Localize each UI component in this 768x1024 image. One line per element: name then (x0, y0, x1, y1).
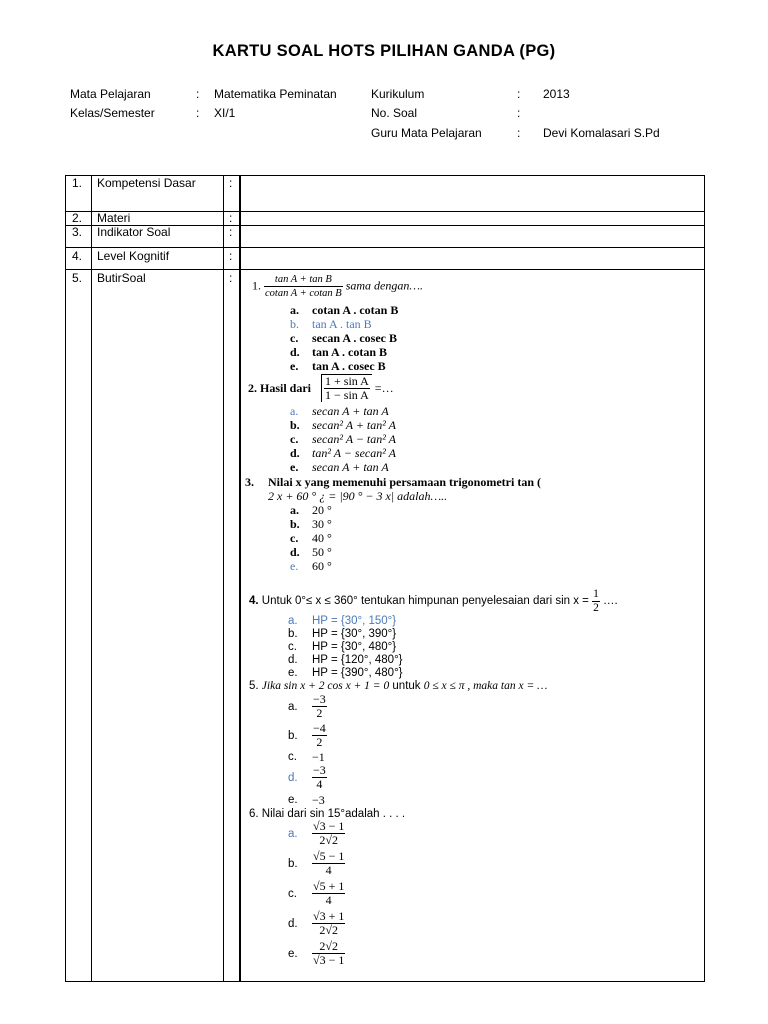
option-text: HP = {120°, 480°} (312, 654, 403, 666)
question-number: 1. (252, 278, 261, 293)
question-tail: …. (603, 595, 618, 607)
option-text: secan A + tan A (312, 404, 389, 418)
option-letter: d. (288, 918, 298, 930)
option-text-correct: HP = {30°, 150°} (312, 615, 397, 627)
row-number: 5. (72, 271, 83, 285)
option-fraction (312, 850, 345, 877)
option-letter: c. (290, 432, 299, 446)
row-divider (66, 269, 704, 270)
guru-label: Guru Mata Pelajaran (371, 126, 482, 140)
row-label-materi: Materi (97, 211, 131, 225)
fraction-denominator: 4 (312, 863, 345, 877)
fraction (264, 273, 343, 300)
option-letter: d. (290, 545, 300, 559)
fraction-numerator: √5 + 1 (313, 879, 345, 893)
question-number: 4. (249, 595, 259, 607)
option-letter: b. (290, 418, 300, 432)
kelas-label: Kelas/Semester (70, 106, 155, 120)
page-title: KARTU SOAL HOTS PILIHAN GANDA (PG) (212, 42, 556, 60)
row-number: 2. (72, 211, 83, 225)
row-label-indikator-soal: Indikator Soal (97, 225, 171, 239)
fraction-denominator: 2√2 (312, 833, 345, 847)
option-text: HP = {30°, 480°} (312, 641, 397, 653)
fraction-denominator: 2 (312, 706, 327, 720)
row-colon: : (229, 211, 233, 225)
guru-colon: : (517, 126, 521, 140)
column-divider (91, 176, 92, 981)
option-fraction (312, 820, 345, 847)
fraction-numerator: −3 (313, 763, 326, 777)
row-colon: : (229, 225, 233, 239)
fraction-numerator: tan A + tan B (274, 274, 332, 285)
row-label-kompetensi-dasar: Kompetensi Dasar (97, 176, 196, 190)
option-text: secan² A − tan² A (312, 432, 396, 446)
row-number: 4. (72, 249, 83, 263)
option-letter-correct: e. (290, 559, 299, 573)
fraction-denominator: √3 − 1 (313, 953, 345, 967)
option-letter: d. (290, 345, 300, 359)
nosoal-colon: : (517, 106, 521, 120)
option-text: 20 ° (312, 503, 332, 517)
row-divider (66, 247, 704, 248)
fraction-denominator: 2√2 (312, 923, 345, 937)
option-fraction (312, 764, 327, 791)
option-letter: a. (290, 303, 299, 317)
kurikulum-label: Kurikulum (371, 87, 425, 101)
square-root (314, 374, 372, 402)
option-text: tan A . cosec B (312, 359, 386, 373)
option-text: 60 ° (312, 559, 332, 573)
kurikulum-colon: : (517, 87, 521, 101)
option-letter: d. (290, 446, 300, 460)
question-text-line2: 2 x + 60 ° ¿ = |90 ° − 3 x| adalah….. (268, 489, 448, 503)
option-letter-correct: a. (288, 615, 298, 627)
option-text: tan² A − secan² A (312, 446, 396, 460)
option-letter: e. (290, 460, 299, 474)
option-letter: c. (290, 531, 299, 545)
mapel-label: Mata Pelajaran (70, 87, 151, 101)
fraction (324, 375, 370, 402)
column-divider (240, 176, 241, 981)
fraction-denominator: 2 (312, 735, 327, 749)
option-letter: e. (290, 359, 299, 373)
option-text: 50 ° (312, 545, 332, 559)
fraction-numerator: 1 (593, 588, 599, 600)
option-text: cotan A . cotan B (312, 303, 399, 317)
fraction-numerator: −3 (313, 692, 326, 706)
fraction-numerator: 1 + sin A (325, 374, 369, 388)
question-lead: 2. Hasil dari (248, 381, 312, 395)
mapel-value: Matematika Peminatan (214, 87, 337, 101)
fraction-numerator: √3 + 1 (313, 909, 345, 923)
fraction (592, 588, 600, 615)
option-letter: e. (288, 794, 298, 806)
column-divider (223, 176, 224, 981)
option-fraction (312, 940, 345, 967)
fraction-denominator: 2 (593, 602, 599, 614)
option-text: HP = {30°, 390°} (312, 628, 397, 640)
mapel-colon: : (196, 87, 200, 101)
option-letter: b. (288, 628, 298, 640)
option-text: −1 (312, 750, 325, 764)
fraction-denominator: 1 − sin A (325, 388, 369, 402)
fraction-numerator: √3 − 1 (313, 819, 345, 833)
fraction-denominator: 4 (312, 893, 345, 907)
question-text: Nilai dari sin 15°adalah . . . . (261, 808, 406, 820)
option-letter-correct: d. (288, 772, 298, 784)
row-label-butir-soal: ButirSoal (97, 271, 146, 285)
row-number: 3. (72, 225, 83, 239)
question-number: 5. (249, 680, 259, 692)
option-text: secan² A + tan² A (312, 418, 396, 432)
row-colon: : (229, 271, 233, 285)
option-text: tan A . cotan B (312, 345, 388, 359)
option-text-correct: tan A . tan B (312, 317, 372, 331)
option-letter-correct: a. (288, 828, 298, 840)
question-text: untuk (392, 680, 421, 692)
option-letter: b. (288, 730, 298, 742)
option-letter: a. (290, 503, 299, 517)
fraction-numerator: −4 (313, 721, 326, 735)
nosoal-label: No. Soal (371, 106, 418, 120)
row-label-level-kognitif: Level Kognitif (97, 249, 170, 263)
fraction-numerator: 2√2 (319, 939, 338, 953)
option-letter: c. (290, 331, 299, 345)
row-colon: : (229, 176, 233, 190)
question-tail: sama dengan…. (345, 278, 424, 293)
option-letter: e. (288, 667, 298, 679)
option-fraction (312, 910, 345, 937)
option-text: secan A . cosec B (312, 331, 397, 345)
row-number: 1. (72, 176, 83, 190)
kelas-colon: : (196, 106, 200, 120)
option-letter-correct: b. (290, 317, 299, 331)
option-letter: d. (288, 654, 298, 666)
question-condition: 0 ≤ x ≤ π , maka tan x = … (423, 680, 548, 692)
kelas-value: XI/1 (214, 106, 236, 120)
option-text: 30 ° (312, 517, 332, 531)
question-text: Untuk 0°≤ x ≤ 360° tentukan himpunan penyelesaian dari sin x = (261, 595, 589, 607)
option-text: 40 ° (312, 531, 332, 545)
fraction-numerator: √5 − 1 (313, 849, 345, 863)
option-letter: b. (288, 858, 298, 870)
row-colon: : (229, 249, 233, 263)
option-letter-correct: a. (290, 404, 299, 418)
question-number: 6. (249, 808, 259, 820)
option-fraction (312, 722, 327, 749)
option-letter: b. (290, 517, 300, 531)
question-text: Nilai x yang memenuhi persamaan trigonometri tan ( (268, 475, 541, 489)
option-letter: c. (288, 751, 297, 763)
question-number: 3. (245, 475, 254, 489)
option-text: −3 (312, 793, 325, 807)
option-text: HP = {390°, 480°} (312, 667, 403, 679)
option-letter: c. (288, 641, 297, 653)
kurikulum-value: 2013 (543, 87, 570, 101)
option-fraction (312, 880, 345, 907)
question-tail: =… (374, 381, 394, 395)
question-equation: Jika sin x + 2 cos x + 1 = 0 (261, 680, 390, 692)
option-letter: a. (288, 701, 298, 713)
fraction-denominator: 4 (312, 777, 327, 791)
option-letter: e. (288, 948, 298, 960)
guru-value: Devi Komalasari S.Pd (543, 126, 660, 140)
fraction-denominator: cotan A + cotan B (265, 288, 342, 299)
option-fraction (312, 693, 327, 720)
row-divider (66, 211, 704, 212)
option-text: secan A + tan A (312, 460, 389, 474)
option-letter: c. (288, 888, 297, 900)
